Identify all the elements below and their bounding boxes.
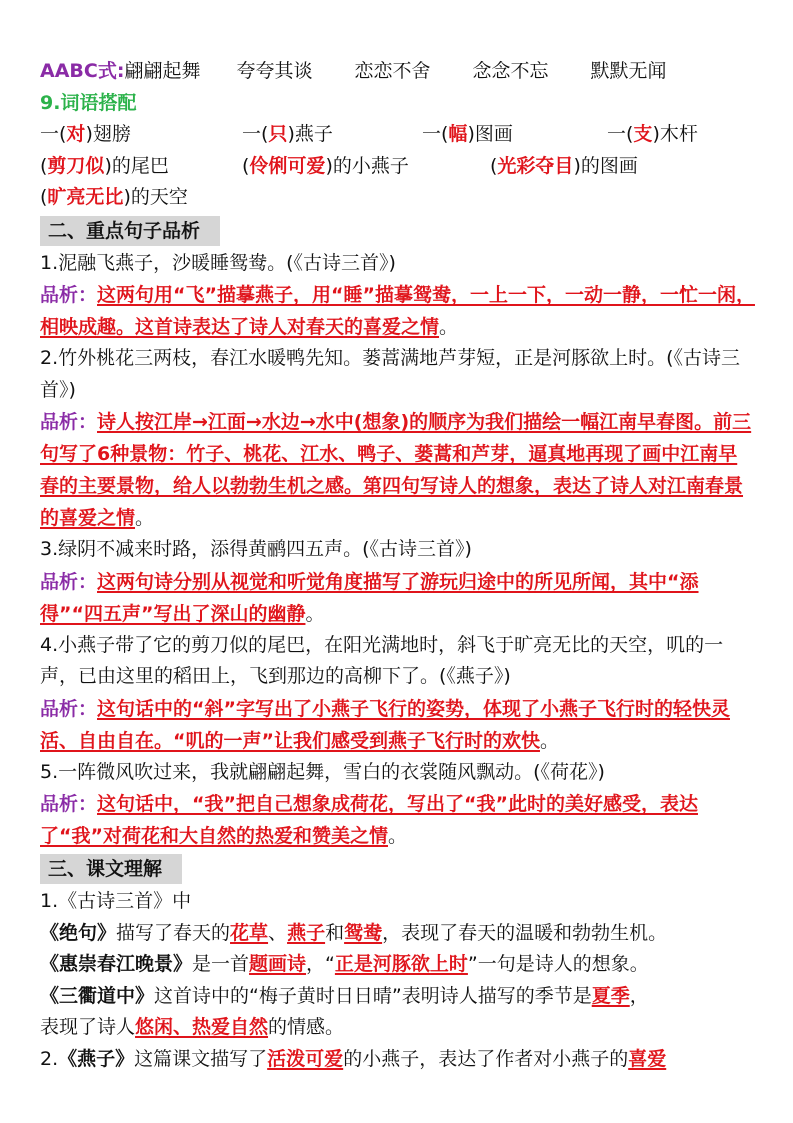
aabc-label: AABC式: (40, 60, 125, 82)
fill-answer: 燕子 (287, 921, 326, 944)
sentence-item (40, 757, 756, 853)
match-row-2: (剪刀似)的尾巴 (伶俐可爱)的小燕子 (光彩夺目)的图画 (40, 154, 638, 177)
poem-title: 《惠崇春江晚景》 (40, 953, 193, 975)
match-answer: 支 (633, 123, 653, 145)
fill-answer: 夏季 (591, 984, 630, 1007)
analysis-label: 品析： (40, 570, 98, 593)
section-heading-2: 二、重点句子品析 (40, 216, 220, 246)
poem-line-sanqu: 《三衢道中》这首诗中的“梅子黄时日日晴”表明诗人描写的季节是夏季， (40, 984, 649, 1007)
match-answer: 光彩夺目 (497, 154, 574, 177)
analysis-label: 品析： (40, 284, 98, 306)
sentence-quote: 5.一阵微风吹过来，我就翩翩起舞，雪白的衣裳随风飘动。(《荷花》) (40, 760, 605, 783)
aabc-word: 恋恋不舍 (354, 60, 431, 82)
fill-answer: 活泼可爱 (267, 1047, 344, 1070)
match-row-1: 一(对)翅膀 一(只)燕子 一(幅)图画 一(支)木杆 (40, 123, 698, 145)
fill-answer: 题画诗 (249, 953, 307, 975)
aabc-word: 念念不忘 (472, 60, 549, 82)
fill-answer: 花草 (230, 921, 269, 944)
match-answer: 幅 (448, 123, 468, 145)
fill-answer: 正是河豚欲上时 (334, 953, 468, 975)
fill-answer: 悠闲、热爱自然 (135, 1016, 269, 1038)
sentence-item (40, 248, 756, 344)
match-answer: 剪刀似 (47, 154, 105, 177)
analysis-text: 这句话中，“我”把自己想象成荷花，写出了“我”此时的美好感受，表达了“我”对荷花和大自然的热爱和赞美之情 (40, 793, 698, 847)
match-answer: 伶俐可爱 (249, 154, 326, 177)
fill-answer: 鸳鸯 (344, 921, 383, 944)
analysis-text: 这句话中的“斜”字写出了小燕子飞行的姿势，体现了小燕子飞行时的轻快灵活、自由自在。“叽的一声”让我们感受到燕子飞行时的欢快 (40, 697, 730, 752)
aabc-word: 翩翩起舞 (124, 60, 201, 82)
analysis-block: 品析：这句话中，“我”把自己想象成荷花，写出了“我”此时的美好感受，表达了“我”对荷花和大自然的热爱和赞美之情。 (40, 793, 698, 847)
poem-line-jueju: 《绝句》描写了春天的花草、燕子和鸳鸯，表现了春天的温暖和勃勃生机。 (40, 921, 668, 944)
aabc-word: 默默无闻 (590, 60, 667, 82)
analysis-label: 品析： (40, 793, 98, 815)
fill-answer: 喜爱 (628, 1047, 667, 1070)
poem-line-huichong: 《惠崇春江晚景》是一首题画诗，“正是河豚欲上时”一句是诗人的想象。 (40, 953, 649, 975)
analysis-block: 品析：这两句诗分别从视觉和听觉角度描写了游玩归途中的所见所闻，其中“添得”“四五声”写出了深山的幽静。 (40, 570, 699, 625)
sentence-quote: 2.竹外桃花三两枝，春江水暖鸭先知。蒌蒿满地芦芽短，正是河豚欲上时。(《古诗三首》) (40, 347, 741, 401)
sentence-quote: 3.绿阴不减来时路，添得黄鹂四五声。(《古诗三首》) (40, 538, 472, 560)
sentence-item (40, 343, 756, 534)
analysis-text: 这两句诗分别从视觉和听觉角度描写了游玩归途中的所见所闻，其中“添得”“四五声”写出了深山的幽静 (40, 570, 699, 625)
poem-title: 《三衢道中》 (40, 984, 155, 1007)
match-answer: 只 (268, 123, 288, 145)
aabc-word: 夸夸其谈 (236, 60, 313, 82)
analysis-label: 品析： (40, 697, 98, 720)
match-answer: 对 (66, 123, 86, 145)
sentence-item (40, 630, 756, 757)
swallow-line: 2.《燕子》这篇课文描写了活泼可爱的小燕子，表达了作者对小燕子的喜爱 (40, 1047, 667, 1070)
analysis-block: 品析：这两句用“飞”描摹燕子，用“睡”描摹鸳鸯，一上一下，一动一静，一忙一闲，相映成趣。这首诗表达了诗人对春天的喜爱之情。 (40, 284, 755, 338)
poem-line-sanqu-cont: 表现了诗人悠闲、热爱自然的情感。 (40, 1016, 345, 1038)
match-answer: 旷亮无比 (47, 186, 124, 208)
document-page (40, 56, 756, 1075)
match-row-3: (旷亮无比)的天空 (40, 186, 188, 208)
section-heading-3: 三、课文理解 (40, 854, 182, 884)
poems-heading: 1.《古诗三首》中 (40, 890, 192, 912)
sentence-item (40, 534, 756, 630)
analysis-block: 品析：这句话中的“斜”字写出了小燕子飞行的姿势，体现了小燕子飞行时的轻快灵活、自由自在。“叽的一声”让我们感受到燕子飞行时的欢快。 (40, 697, 730, 752)
aabc-line (40, 56, 756, 88)
analysis-label: 品析： (40, 411, 98, 433)
match-title: 9.词语搭配 (40, 91, 137, 114)
analysis-block: 品析：诗人按江岸→江面→水边→水中(想象)的顺序为我们描绘一幅江南早春图。前三句写了6种景物：竹子、桃花、江水、鸭子、蒌蒿和芦芽，逼真地再现了画中江南早春的主要景物，给人以勃勃生机之感。第四句写诗人的想象，表达了诗人对江南春景的喜爱之情。 (40, 411, 752, 529)
analysis-text: 诗人按江岸→江面→水边→水中(想象)的顺序为我们描绘一幅江南早春图。前三句写了6种景物：竹子、桃花、江水、鸭子、蒌蒿和芦芽，逼真地再现了画中江南早春的主要景物，给人以勃勃生机之感。第四句写诗人的想象，表达了诗人对江南春景的喜爱之情 (40, 411, 752, 529)
lesson-title: 《燕子》 (58, 1047, 135, 1070)
sentence-quote: 1.泥融飞燕子，沙暖睡鸳鸯。(《古诗三首》) (40, 251, 396, 274)
analysis-text: 这两句用“飞”描摹燕子，用“睡”描摹鸳鸯，一上一下，一动一静，一忙一闲，相映成趣。这首诗表达了诗人对春天的喜爱之情 (40, 284, 755, 338)
poem-title: 《绝句》 (40, 921, 117, 944)
sentence-quote: 4.小燕子带了它的剪刀似的尾巴，在阳光满地时，斜飞于旷亮无比的天空，叽的一声，已由这里的稻田上，飞到那边的高柳下了。(《燕子》) (40, 633, 724, 687)
